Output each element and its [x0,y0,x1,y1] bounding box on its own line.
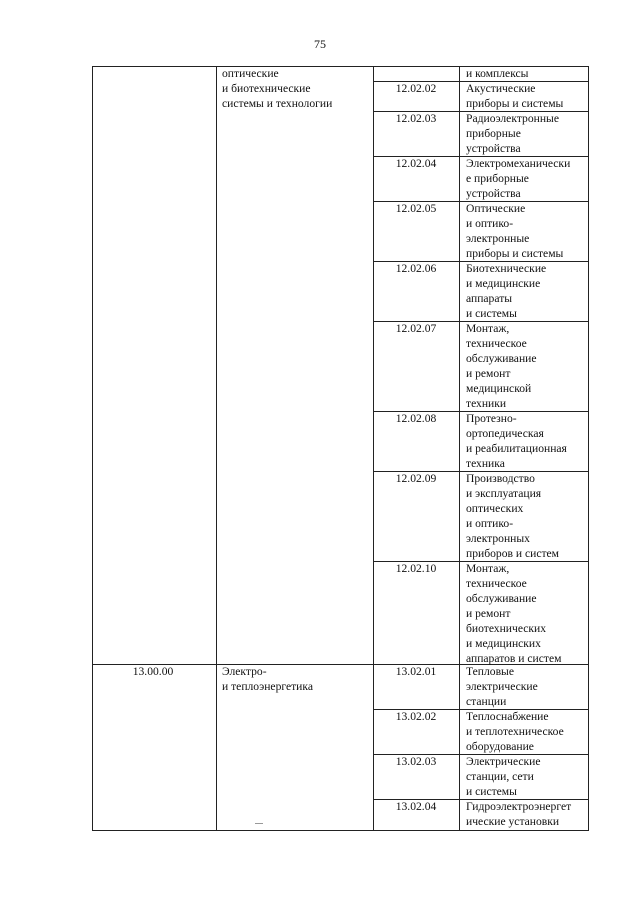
table-border-bottom [92,830,589,831]
specialty-name: Протезно- ортопедическая и реабилитационная техника [466,412,567,470]
specialty-code: 12.02.07 [395,322,437,335]
specialty-name: Тепловые электрические станции [466,665,538,708]
specialty-code: 13.02.04 [395,800,437,813]
specialty-code: 12.02.10 [395,562,437,575]
specialty-code: 12.02.03 [395,112,437,125]
table-divider-col3 [459,66,460,831]
table-border-right [588,66,589,831]
specialty-name: Электромеханически е приборные устройства [466,157,571,200]
specialty-name: Монтаж, техническое обслуживание и ремонт медицинской техники [466,322,537,410]
specialty-code: 12.02.06 [395,262,437,275]
specialty-code: 12.02.04 [395,157,437,170]
table-border-left [92,66,93,831]
specialty-name: Монтаж, техническое обслуживание и ремонт биотехнических и медицинских аппаратов и систем [466,562,562,665]
group-name-continued: оптические и биотехнические системы и технологии [222,67,333,110]
specialty-name: Производство и эксплуатация оптических и оптико- электронных приборов и систем [466,472,560,560]
specialty-name: Акустические приборы и системы [466,82,564,110]
specialty-name: Биотехнические и медицинские аппараты и системы [466,262,547,320]
specialty-code: 13.02.02 [395,710,437,723]
specialty-code: 12.02.05 [395,202,437,215]
specialty-code: 13.02.03 [395,755,437,768]
specialty-code: 12.02.08 [395,412,437,425]
page-number: 75 [314,37,326,51]
group-code: 13.00.00 [132,665,174,678]
specialty-name: Гидроэлектроэнергет ические установки [466,800,572,828]
specialty-code: 12.02.02 [395,82,437,95]
specialty-name: Теплоснабжение и теплотехническое оборудование [466,710,564,753]
table-divider-col1 [216,66,217,831]
specialty-name: Радиоэлектронные приборные устройства [466,112,559,155]
group-name: Электро- и теплоэнергетика [222,665,313,693]
specialty-name: Электрические станции, сети и системы [466,755,541,798]
scan-mark [255,823,263,824]
specialty-name: Оптические и оптико- электронные приборы и системы [466,202,564,260]
specialty-name-fragment: и комплексы [466,67,529,80]
specialty-code: 13.02.01 [395,665,437,678]
specialty-code: 12.02.09 [395,472,437,485]
